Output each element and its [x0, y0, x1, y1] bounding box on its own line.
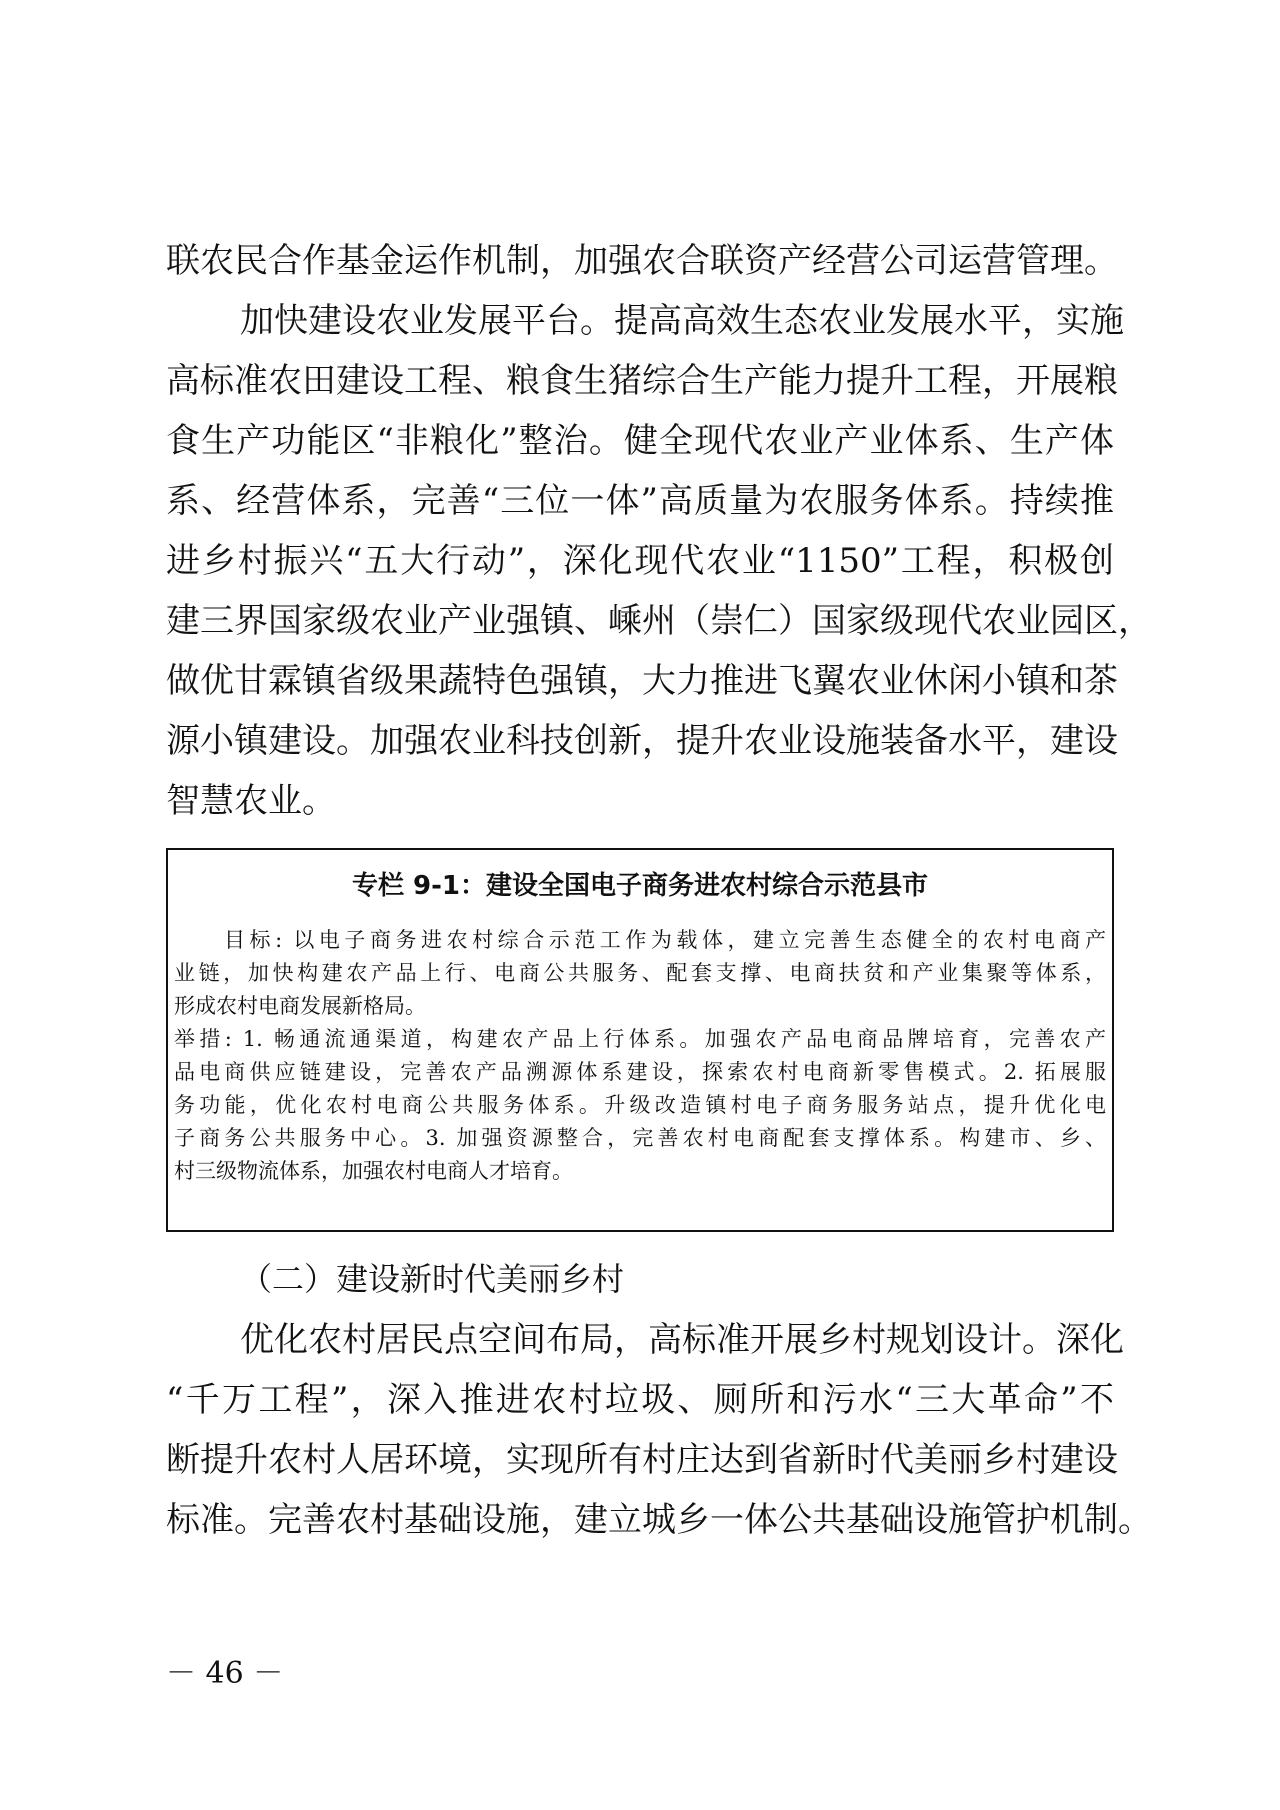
feature-box-line: 品电商供应链建设，完善农产品溯源体系建设，探索农村电商新零售模式。2. 拓展服	[174, 1060, 1106, 1084]
paragraph-line: 系、经营体系，完善“三位一体”高质量为农服务体系。持续推	[166, 481, 1114, 521]
paragraph-line: 优化农村居民点空间布局，高标准开展乡村规划设计。深化	[240, 1320, 1124, 1360]
paragraph-line: 建三界国家级农业产业强镇、嵊州（崇仁）国家级现代农业园区，	[166, 601, 1152, 641]
feature-box-line: 业链，加快构建农产品上行、电商公共服务、配套支撑、电商扶贫和产业集聚等体系，	[174, 961, 1106, 985]
paragraph-line: 做优甘霖镇省级果蔬特色强镇，大力推进飞翼农业休闲小镇和茶	[166, 661, 1118, 701]
feature-box-line: 村三级物流体系，加强农村电商人才培育。	[174, 1159, 573, 1183]
paragraph-line: 源小镇建设。加强农业科技创新，提升农业设施装备水平，建设	[166, 721, 1118, 761]
paragraph-line: “千万工程”，深入推进农村垃圾、厕所和污水“三大革命”不	[166, 1380, 1114, 1420]
paragraph-line: 进乡村振兴“五大行动”，深化现代农业“1150”工程，积极创	[166, 541, 1114, 581]
page-number: － 46 －	[166, 1656, 284, 1691]
feature-box-line: 子商务公共服务中心。3. 加强资源整合，完善农村电商配套支撑体系。构建市、乡、	[174, 1126, 1106, 1150]
feature-box-title: 专栏 9-1：建设全国电子商务进农村综合示范县市	[351, 871, 929, 901]
feature-box-line: 务功能，优化农村电商公共服务体系。升级改造镇村电子商务服务站点，提升优化电	[174, 1093, 1106, 1117]
paragraph-line: 断提升农村人居环境，实现所有村庄达到省新时代美丽乡村建设	[166, 1440, 1118, 1480]
paragraph-line: 食生产功能区“非粮化”整治。健全现代农业产业体系、生产体	[166, 421, 1114, 461]
feature-box-line: 目标: 以电子商务进农村综合示范工作为载体，建立完善生态健全的农村电商产	[224, 928, 1106, 952]
feature-box	[166, 848, 1114, 1232]
feature-box-line: 举措: 1. 畅通流通渠道，构建农产品上行体系。加强农产品电商品牌培育，完善农产	[174, 1027, 1106, 1051]
feature-box-line: 形成农村电商发展新格局。	[174, 994, 426, 1018]
paragraph-line: 标准。完善农村基础设施，建立城乡一体公共基础设施管护机制。	[166, 1500, 1152, 1540]
paragraph-line: 高标准农田建设工程、粮食生猪综合生产能力提升工程，开展粮	[166, 361, 1118, 401]
paragraph-line: 加快建设农业发展平台。提高高效生态农业发展水平，实施	[240, 301, 1124, 341]
paragraph-line: 联农民合作基金运作机制，加强农合联资产经营公司运营管理。	[166, 241, 1118, 281]
section-heading: （二）建设新时代美丽乡村	[240, 1260, 625, 1298]
paragraph-line: 智慧农业。	[166, 781, 336, 821]
